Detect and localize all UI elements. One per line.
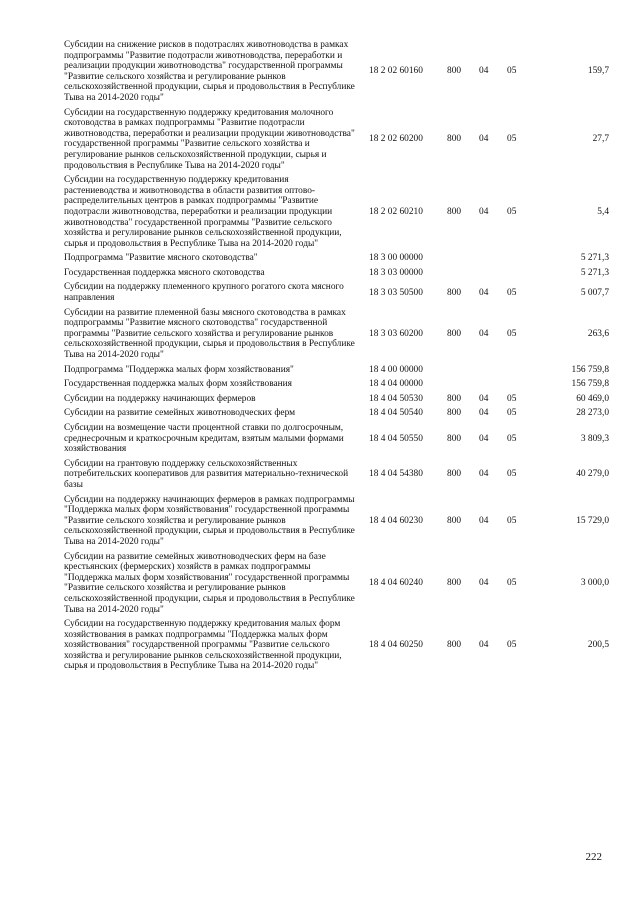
table-row	[64, 38, 609, 106]
row-amount: 159,7	[587, 66, 609, 77]
row-target-code: 18 4 04 00000	[369, 379, 423, 390]
row-expense-type	[447, 251, 479, 266]
page-number: 222	[585, 851, 602, 863]
row-section	[479, 266, 507, 281]
row-target-code: 18 4 00 00000	[369, 364, 423, 375]
row-target-code: 18 4 04 60250	[369, 640, 423, 651]
row-section: 04	[479, 578, 489, 589]
row-description: Субсидии на государственную поддержку кредитования растениеводства и животноводства в области развития оптово-распределительных центров в рамках подпрограммы "Развитие подотрасли животноводства, переработки и реализации продукции животноводства" государственной программы "Развитие сельского хозяйства и регулирование рынков сельскохозяйственной продукции, сырья и продовольствия в Республике Тыва на 2014-2020 годы"	[64, 175, 342, 249]
row-section: 04	[479, 287, 489, 298]
row-expense-type: 800	[447, 393, 462, 404]
row-amount: 15 729,0	[576, 515, 609, 526]
row-expense-type: 800	[447, 287, 462, 298]
row-amount: 3 809,3	[580, 433, 609, 444]
row-description: Подпрограмма "Развитие мясного скотоводства"	[64, 253, 258, 264]
table-row	[64, 266, 609, 281]
row-description: Субсидии на поддержку племенного крупного рогатого скота мясного направления	[64, 282, 344, 304]
row-expense-type: 800	[447, 433, 462, 444]
row-subsection	[507, 266, 537, 281]
row-subsection: 05	[507, 578, 517, 589]
row-subsection: 05	[507, 66, 517, 77]
row-amount: 263,6	[587, 328, 609, 339]
row-amount: 3 000,0	[580, 578, 609, 589]
row-expense-type: 800	[447, 578, 462, 589]
row-subsection	[507, 251, 537, 266]
table-row	[64, 493, 609, 550]
row-section	[479, 363, 507, 378]
row-target-code: 18 4 04 50550	[369, 433, 423, 444]
table-row	[64, 421, 609, 457]
row-description: Субсидии на развитие племенной базы мясного скотоводства в рамках подпрограммы "Развитие мясного скотоводства" государственной программы "Развитие сельского хозяйства и регулирование рынков сельскохозяйственной продукции, сырья и продовольствия в Республике Тыва на 2014-2020 годы"	[64, 307, 355, 361]
row-subsection: 05	[507, 640, 517, 651]
row-amount: 156 759,8	[571, 379, 609, 390]
table-row	[64, 406, 609, 421]
row-amount: 27,7	[592, 134, 609, 145]
row-section: 04	[479, 515, 489, 526]
row-target-code: 18 4 04 50540	[369, 408, 423, 419]
row-target-code: 18 3 00 00000	[369, 253, 423, 264]
row-section	[479, 377, 507, 392]
row-amount: 5 007,7	[580, 287, 609, 298]
row-expense-type	[447, 363, 479, 378]
row-amount: 5,4	[597, 206, 609, 217]
row-section: 04	[479, 408, 489, 419]
row-expense-type: 800	[447, 469, 462, 480]
row-target-code: 18 4 04 54380	[369, 469, 423, 480]
table-row	[64, 363, 609, 378]
row-amount: 60 469,0	[576, 393, 609, 404]
row-description: Субсидии на снижение рисков в подотраслях животноводства в рамках подпрограммы "Развитие подотрасли животноводства, переработки и реализации продукции животноводства" государственной программы "Развитие сельского хозяйства и регулирование рынков сельскохозяйственной продукции, сырья и продовольствия в Республике Тыва на 2014-2020 годы"	[64, 40, 355, 103]
row-expense-type: 800	[447, 515, 462, 526]
row-expense-type: 800	[447, 206, 462, 217]
row-target-code: 18 4 04 50530	[369, 393, 423, 404]
row-target-code: 18 3 03 60200	[369, 328, 423, 339]
row-target-code: 18 4 04 60230	[369, 515, 423, 526]
row-amount: 5 271,3	[580, 267, 609, 278]
row-subsection: 05	[507, 134, 517, 145]
row-description: Субсидии на поддержку начинающих фермеров в рамках подпрограммы "Поддержка малых форм хозяйствования" государственной программы "Развитие сельского хозяйства и регулирование рынков сельскохозяйственной продукции, сырья и продовольствия в Республике Тыва на 2014-2020 годы"	[64, 494, 355, 547]
row-description: Государственная поддержка малых форм хозяйствования	[64, 379, 292, 390]
row-amount: 40 279,0	[576, 469, 609, 480]
row-expense-type: 800	[447, 640, 462, 651]
row-amount: 5 271,3	[580, 253, 609, 264]
table-row	[64, 106, 609, 174]
row-subsection: 05	[507, 433, 517, 444]
table-row	[64, 280, 609, 305]
row-section: 04	[479, 433, 489, 444]
row-description: Субсидии на возмещение части процентной ставки по долгосрочным, среднесрочным и краткосрочным кредитам, взятым малыми формами хозяйствования	[64, 423, 344, 455]
row-expense-type: 800	[447, 328, 462, 339]
row-description: Государственная поддержка мясного скотоводства	[64, 267, 265, 278]
row-target-code: 18 2 02 60210	[369, 206, 423, 217]
budget-table-body	[64, 38, 609, 674]
row-subsection: 05	[507, 469, 517, 480]
row-target-code: 18 2 02 60200	[369, 134, 423, 145]
row-section: 04	[479, 328, 489, 339]
row-subsection: 05	[507, 393, 517, 404]
row-amount: 156 759,8	[571, 364, 609, 375]
row-subsection: 05	[507, 328, 517, 339]
table-row	[64, 550, 609, 618]
row-section: 04	[479, 206, 489, 217]
table-row	[64, 306, 609, 363]
row-subsection: 05	[507, 408, 517, 419]
row-expense-type: 800	[447, 408, 462, 419]
table-row	[64, 251, 609, 266]
table-row	[64, 377, 609, 392]
row-description: Подпрограмма "Поддержка малых форм хозяйствования"	[64, 364, 294, 375]
row-section: 04	[479, 469, 489, 480]
budget-table	[64, 38, 609, 674]
row-subsection: 05	[507, 287, 517, 298]
row-amount: 200,5	[587, 640, 609, 651]
row-section: 04	[479, 640, 489, 651]
row-subsection	[507, 363, 537, 378]
row-section	[479, 251, 507, 266]
row-subsection	[507, 377, 537, 392]
row-target-code: 18 3 03 50500	[369, 287, 423, 298]
row-description: Субсидии на развитие семейных животноводческих ферм на базе крестьянских (фермерских) хозяйств в рамках подпрограммы "Поддержка малых форм хозяйствования" государственной программы "Развитие сельского хозяйства и регулирование рынков сельскохозяйственной продукции, сырья и продовольствия в Республике Тыва на 2014-2020 годы"	[64, 551, 355, 615]
row-section: 04	[479, 66, 489, 77]
table-row	[64, 617, 609, 674]
row-subsection: 05	[507, 206, 517, 217]
row-expense-type: 800	[447, 66, 462, 77]
row-description: Субсидии на грантовую поддержку сельскохозяйственных потребительских кооперативов для развития материально-технической базы	[64, 458, 349, 490]
table-row	[64, 392, 609, 407]
row-section: 04	[479, 134, 489, 145]
row-description: Субсидии на поддержку начинающих фермеров	[64, 393, 256, 404]
table-row	[64, 173, 609, 251]
row-description: Субсидии на государственную поддержку кредитования малых форм хозяйствования в рамках подпрограммы "Поддержка малых форм хозяйствования" государственной программы "Развитие сельского хозяйства и регулирование рынков сельскохозяйственной продукции, сырья и продовольствия в Республике Тыва на 2014-2020 годы"	[64, 619, 342, 672]
row-target-code: 18 2 02 60160	[369, 66, 423, 77]
row-target-code: 18 3 03 00000	[369, 267, 423, 278]
row-expense-type	[447, 266, 479, 281]
row-description: Субсидии на развитие семейных животноводческих ферм	[64, 408, 296, 419]
table-row	[64, 457, 609, 493]
row-amount: 28 273,0	[576, 408, 609, 419]
row-section: 04	[479, 393, 489, 404]
row-target-code: 18 4 04 60240	[369, 578, 423, 589]
row-expense-type	[447, 377, 479, 392]
row-expense-type: 800	[447, 134, 462, 145]
row-description: Субсидии на государственную поддержку кредитования молочного скотоводства в рамках подпрограммы "Развитие подотрасли животноводства, переработки и реализации продукции животноводства" государственной программы "Развитие сельского хозяйства и регулирование рынков сельскохозяйственной продукции, сырья и продовольствия в Республике Тыва на 2014-2020 годы"	[64, 107, 355, 171]
row-subsection: 05	[507, 515, 517, 526]
